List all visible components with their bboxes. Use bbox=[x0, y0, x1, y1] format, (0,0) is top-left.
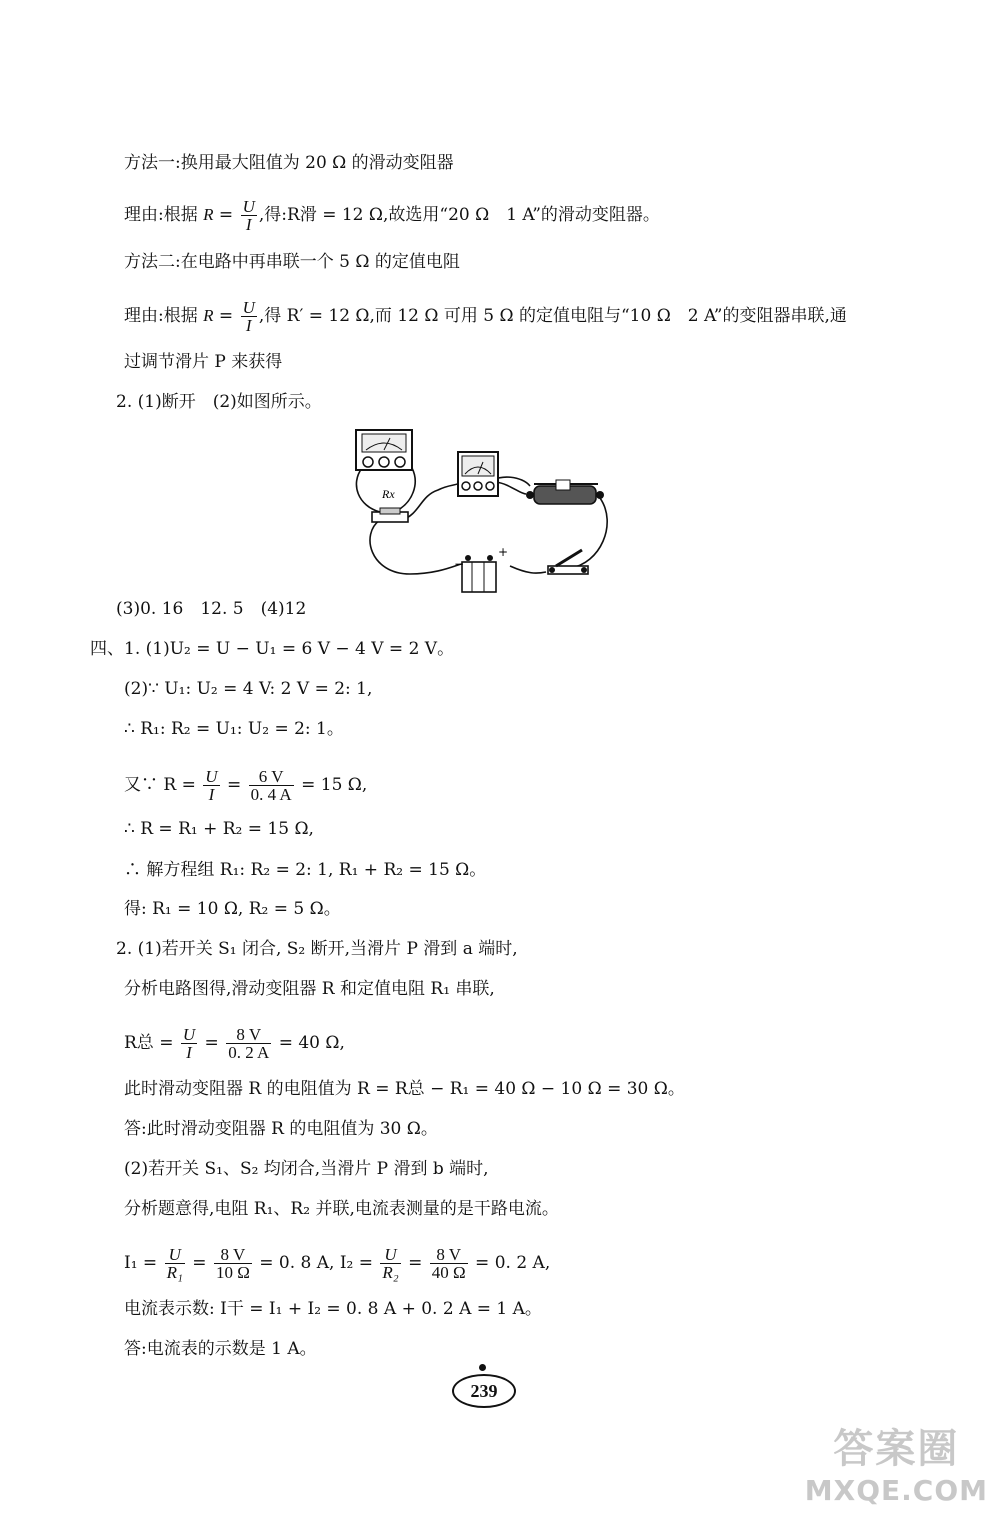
method-one-title: 方法一:换用最大阻值为 20 Ω 的滑动变阻器 bbox=[124, 153, 454, 173]
watermark-en: MXQE.COM bbox=[804, 1474, 988, 1507]
s4-q1-line5: ∴ R = R₁ + R₂ = 15 Ω, bbox=[124, 819, 314, 839]
s4-q1-line6: ∴ 解方程组 R₁: R₂ = 2: 1, R₁ + R₂ = 15 Ω。 bbox=[124, 860, 487, 880]
line-part: = 0. 8 A, I₂ = bbox=[253, 1253, 379, 1273]
voltmeter-icon bbox=[458, 452, 498, 496]
resistor-rx-icon bbox=[372, 487, 408, 522]
method-two-title: 方法二:在电路中再串联一个 5 Ω 的定值电阻 bbox=[124, 252, 460, 272]
method-two-reason-cont: 过调节滑片 P 来获得 bbox=[124, 352, 283, 372]
rheostat-icon bbox=[526, 480, 604, 504]
reason-text: ,得 R′ = 12 Ω,而 12 Ω 可用 5 Ω 的定值电阻与“10 Ω 2 A”的变阻器串联,通 bbox=[258, 306, 847, 326]
s4-q2-line7: 分析题意得,电阻 R₁、R₂ 并联,电流表测量的是干路电流。 bbox=[124, 1199, 559, 1219]
s4-q2-line2: 分析电路图得,滑动变阻器 R 和定值电阻 R₁ 串联, bbox=[124, 979, 495, 999]
s4-q2-line5: 答:此时滑动变阻器 R 的电阻值为 30 Ω。 bbox=[124, 1119, 438, 1139]
fraction-u-over-i: $\frac{U}{I}$ bbox=[242, 197, 255, 234]
reason-text: ,得:R滑 = 12 Ω,故选用“20 Ω 1 A”的滑动变阻器。 bbox=[258, 205, 660, 225]
switch-icon bbox=[548, 550, 588, 574]
fraction-u-over-i: $\frac{U}{I}$ bbox=[205, 767, 218, 804]
s4-q1-line4: 又∵ R = $\frac{U}{I}$ = $\frac{6 V}{0. 4 A}$ = 15 Ω, bbox=[124, 767, 368, 804]
line-part: = 0. 2 A, bbox=[469, 1253, 551, 1273]
s4-q2-line3: R总 = $\frac{U}{I}$ = $\frac{8 V}{0. 2 A}$ = 40 Ω, bbox=[124, 1025, 345, 1062]
line-part: I₁ = bbox=[124, 1253, 163, 1273]
s4-q2-line4: 此时滑动变阻器 R 的电阻值为 R = R总 − R₁ = 40 Ω − 10 Ω = 30 Ω。 bbox=[124, 1079, 685, 1099]
watermark-cn: 答案圈 bbox=[833, 1426, 960, 1472]
watermark bbox=[805, 1417, 988, 1507]
method-two-reason: 理由:根据 R = $\frac{U}{I}$ ,得 R′ = 12 Ω,而 12 Ω 可用 5 Ω 的定值电阻与“10 Ω 2 A”的变阻器串联,通 bbox=[124, 298, 847, 335]
reason-prefix: 理由:根据 bbox=[124, 205, 204, 225]
s4-q1-line3: ∴ R₁: R₂ = U₁: U₂ = 2: 1。 bbox=[124, 719, 344, 739]
s4-q2-line8: I₁ = $\frac{U}{\text{R₁}}$ = $\frac{8 V}{10 \Omega}$ = 0. 8 A, I₂ = $\frac{U}{\text{R₂}}$ = $\frac{8 V}{40 \Omega}$ = 0. 2 A, bbox=[124, 1245, 551, 1282]
q2-answer-1-2: 2. (1)断开 (2)如图所示。 bbox=[116, 392, 322, 412]
s4-q1-line2: (2)∵ U₁: U₂ = 4 V: 2 V = 2: 1, bbox=[124, 679, 373, 699]
line-suffix: = 15 Ω, bbox=[295, 775, 368, 795]
fraction-u-over-r2: $\frac{U}{\text{R₂}}$ bbox=[382, 1245, 399, 1282]
q2-answer-3-4: (3)0. 16 12. 5 (4)12 bbox=[116, 599, 307, 619]
s4-q1-line7: 得: R₁ = 10 Ω, R₂ = 5 Ω。 bbox=[124, 899, 341, 919]
line-suffix: = 40 Ω, bbox=[273, 1033, 345, 1053]
ammeter-icon bbox=[356, 430, 412, 470]
page-number-dot bbox=[479, 1364, 486, 1371]
fraction-8v-over-02a: $\frac{8 V}{0. 2 A}$ bbox=[228, 1025, 270, 1062]
s4-q2-line10: 答:电流表的示数是 1 A。 bbox=[124, 1339, 317, 1359]
page-number: 239 bbox=[452, 1374, 516, 1408]
fraction-6v-over-04a: $\frac{6 V}{0. 4 A}$ bbox=[250, 767, 292, 804]
svg-text:+: + bbox=[498, 545, 509, 559]
s4-q1-line1: 四、1. (1)U₂ = U − U₁ = 6 V − 4 V = 2 V。 bbox=[90, 639, 455, 659]
fraction-8v-over-10ohm: $\frac{8 V}{10 \Omega}$ bbox=[215, 1245, 250, 1282]
fraction-u-over-r1: $\frac{U}{\text{R₁}}$ bbox=[166, 1245, 183, 1282]
fraction-u-over-i: $\frac{U}{I}$ bbox=[182, 1025, 196, 1062]
line-prefix: 又∵ R = bbox=[124, 775, 202, 795]
svg-text:−: − bbox=[454, 557, 465, 571]
line-prefix: R总 = bbox=[124, 1033, 179, 1053]
fraction-8v-over-40ohm: $\frac{8 V}{40 \Omega}$ bbox=[431, 1245, 466, 1282]
battery-icon bbox=[454, 545, 508, 592]
reason-prefix: 理由:根据 bbox=[124, 306, 204, 326]
s4-q2-line9: 电流表示数: I干 = I₁ + I₂ = 0. 8 A + 0. 2 A = 1 A。 bbox=[124, 1299, 542, 1319]
s4-q2-line6: (2)若开关 S₁、S₂ 均闭合,当滑片 P 滑到 b 端时, bbox=[124, 1159, 489, 1179]
method-one-reason: 理由:根据 R = $\frac{U}{I}$ ,得:R滑 = 12 Ω,故选用“20 Ω 1 A”的滑动变阻器。 bbox=[124, 197, 660, 234]
fraction-u-over-i: $\frac{U}{I}$ bbox=[242, 298, 255, 335]
s4-q2-line1: 2. (1)若开关 S₁ 闭合, S₂ 断开,当滑片 P 滑到 a 端时, bbox=[116, 939, 518, 959]
circuit-diagram bbox=[350, 424, 620, 596]
svg-text:Rx: Rx bbox=[382, 487, 395, 501]
